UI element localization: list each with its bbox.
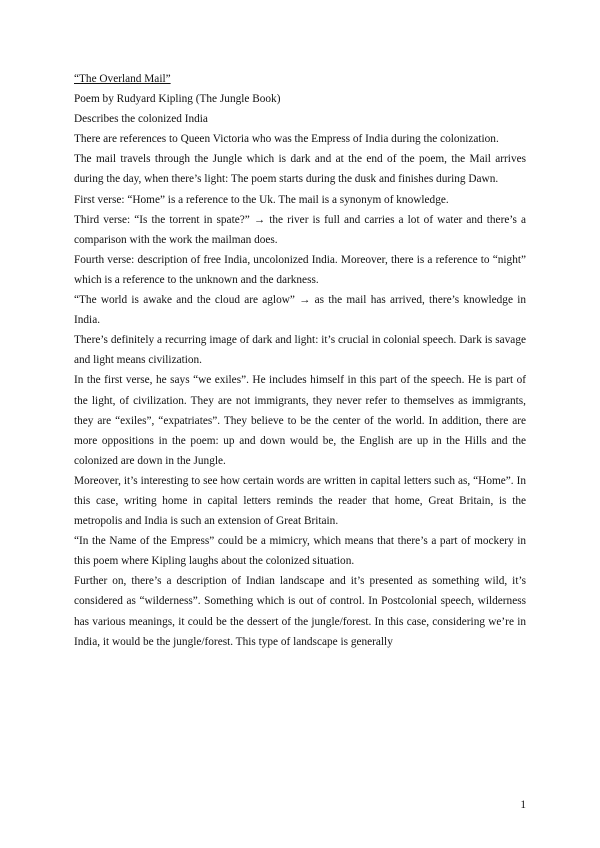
paragraph: “In the Name of the Empress” could be a mimicry, which means that there’s a part of mockery in this poem where Kipling laughs about the colonized situation. [74,535,526,568]
paragraph: Describes the colonized India [74,113,208,126]
paragraph: Fourth verse: description of free India, uncolonized India. Moreover, there is a reference to “night” which is a reference to the unknown and the darkness. [74,253,526,286]
paragraph: There’s definitely a recurring image of dark and light: it’s crucial in colonial speech. Dark is savage and light means civilization. [74,334,526,367]
paragraph: Further on, there’s a description of Indian landscape and it’s presented as something wild, it’s considered as “wilderness”. Something which is out of control. In Postcolonial speech, wilderness has various meanings, it could be the dessert of the jungle/forest. In this case, considering we’re in India, it would be the jungle/forest. This type of landscape is generally [74,575,526,648]
paragraph: First verse: “Home” is a reference to the Uk. The mail is a synonym of knowledge. [74,193,449,206]
document-body [74,69,526,652]
paragraph: Moreover, it’s interesting to see how certain words are written in capital letters such as, “Home”. In this case, writing home in capital letters reminds the reader that home, Great Britain, is the metropolis and India is such an extension of Great Britain. [74,474,526,528]
paragraph: The mail travels through the Jungle which is dark and at the end of the poem, the Mail arrives during the day, when there’s light: The poem starts during the dusk and finishes during Dawn. [74,153,526,186]
paragraph: “The world is awake and the cloud are aglow” → as the mail has arrived, there’s knowledge in India. [74,294,526,327]
paragraph: In the first verse, he says “we exiles”. He includes himself in this part of the speech. He is part of the light, of civilization. They are not immigrants, they never refer to themselves as immigrants, they are “exiles”, “expatriates”. They believe to be the center of the world. In addition, there are more oppositions in the poem: up and down would be, the English are up in the Hills and the colonized are down in the Jungle. [74,374,526,467]
page-number: 1 [520,799,526,811]
document-subtitle: Poem by Rudyard Kipling (The Jungle Book) [74,93,281,106]
paragraph: Third verse: “Is the torrent in spate?” → the river is full and carries a lot of water and there’s a comparison with the work the mailman does. [74,213,526,246]
document-title: “The Overland Mail” [74,73,171,85]
paragraph: There are references to Queen Victoria who was the Empress of India during the colonization. [74,133,499,146]
